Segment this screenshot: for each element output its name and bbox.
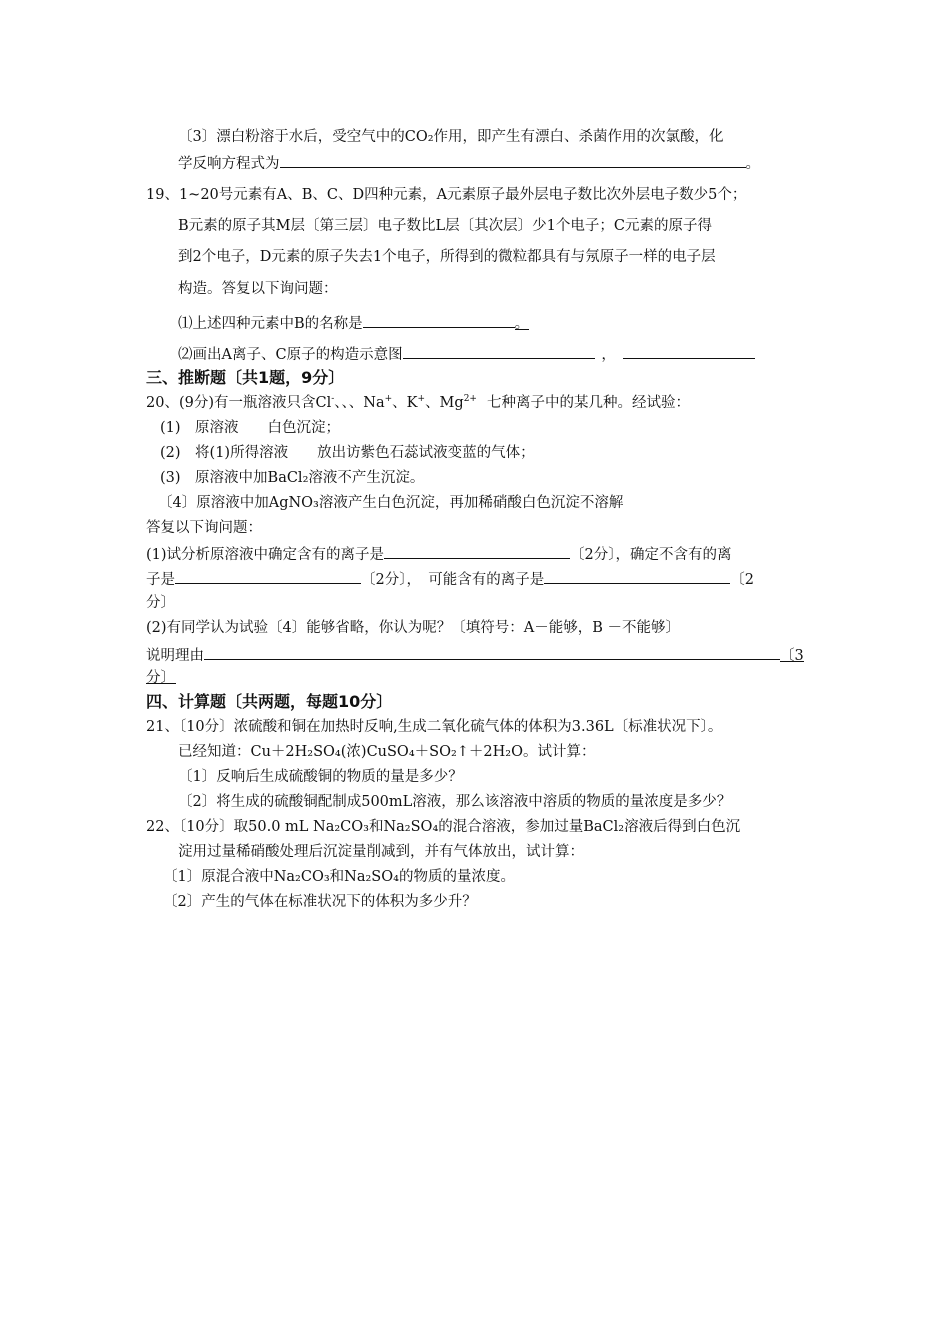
q20-exp2: (2) 将(1)所得溶液 放出访紫色石蕊试液变蓝的气体； [160, 445, 535, 461]
answer-blank[interactable] [280, 152, 746, 168]
q21-line2: 已经知道：Cu＋2H₂SO₄(浓)CuSO₄＋SO₂↑＋2H₂O。试计算： [178, 744, 596, 760]
q19-line4: 构造。答复以下询问题： [178, 281, 338, 297]
answer-blank[interactable] [204, 644, 780, 660]
q19-line2: B元素的原子其M层〔第三层〕电子数比L层〔其次层〕少1个电子；C元素的原子得 [178, 218, 712, 234]
q20-part1-line1: (1)试分析原溶液中确定含有的离子是 〔2分〕，确定不含有的离 [146, 543, 732, 565]
q22-line3: 〔1〕原混合液中Na₂CO₃和Na₂SO₄的物质的量浓度。 [163, 869, 515, 885]
q22-line1: 22、〔10分〕取50.0 mL Na₂CO₃和Na₂SO₄的混合溶液，参加过量BaCl₂溶液后得到白色沉 [146, 819, 741, 835]
q22-line2: 淀用过量稀硝酸处理后沉淀量削减到，并有气体放出，试计算： [178, 844, 584, 860]
q19-line3: 到2个电子，D元素的原子失去1个电子，所得到的微粒都具有与氖原子一样的电子层 [178, 249, 716, 265]
q18-3-line1: 〔3〕漂白粉溶于水后，受空气中的CO₂作用，即产生有漂白、杀菌作用的次氯酸，化 [178, 129, 724, 145]
answer-blank[interactable] [384, 543, 570, 559]
q19-line1: 19、1~20号元素有A、B、C、D四种元素，A元素原子最外层电子数比次外层电子数少5个； [146, 187, 747, 203]
answer-blank[interactable] [175, 568, 361, 584]
q20-part3-line2: 分〕 [146, 670, 175, 686]
q22-line4: 〔2〕产生的气体在标准状况下的体积为多少升？ [163, 894, 477, 910]
q20-part3-line1: 说明理由 〔3 [146, 644, 804, 666]
q20-exp3: (3) 原溶液中加BaCl₂溶液不产生沉淀。 [160, 470, 425, 486]
q18-3-line2: 学反响方程式为 。 [178, 152, 760, 174]
q21-line1: 21、〔10分〕浓硫酸和铜在加热时反响,生成二氧化硫气体的体积为3.36L〔标准状况下〕。 [146, 719, 723, 735]
q21-line4: 〔2〕将生成的硫酸铜配制成500mL溶液，那么该溶液中溶质的物质的量浓度是多少？ [178, 794, 732, 810]
q20-part1-line3: 分〕 [146, 595, 175, 611]
section-3-heading: 三、推断题〔共1题，9分〕 [146, 368, 345, 387]
section-4-heading: 四、计算题〔共两题，每题10分〕 [146, 692, 393, 711]
q20-part1-line2: 子是 〔2分〕， 可能含有的离子是 〔2 [146, 568, 754, 590]
q19-sub2: ⑵画出A离子、C原子的构造示意图 ， [178, 343, 755, 365]
q19-sub1: ⑴上述四种元素中B的名称是 。 [178, 312, 529, 334]
q21-line3: 〔1〕反响后生成硫酸铜的物质的量是多少？ [178, 769, 463, 785]
q20-ask: 答复以下询问题： [146, 520, 262, 536]
q20-intro: 20、(9分)有一瓶溶液只含Cl-、、、Na+、K+、$Mg^{2+}$ 七种离子中的某几种。经试验： [146, 394, 690, 411]
q18-3-prompt: 学反响方程式为 [178, 156, 280, 172]
answer-blank[interactable] [623, 343, 755, 359]
answer-blank[interactable] [363, 312, 515, 328]
q20-exp1: (1) 原溶液 白色沉淀； [160, 420, 341, 436]
answer-blank[interactable] [403, 343, 595, 359]
q20-exp4: 〔4〕原溶液中加AgNO₃溶液产生白色沉淀，再加稀硝酸白色沉淀不溶解 [158, 495, 624, 511]
answer-blank[interactable] [544, 568, 730, 584]
q20-part2: (2)有同学认为试验〔4〕能够省略，你认为呢？〔填符号：A－能够，B －不能够〕 [146, 620, 680, 636]
